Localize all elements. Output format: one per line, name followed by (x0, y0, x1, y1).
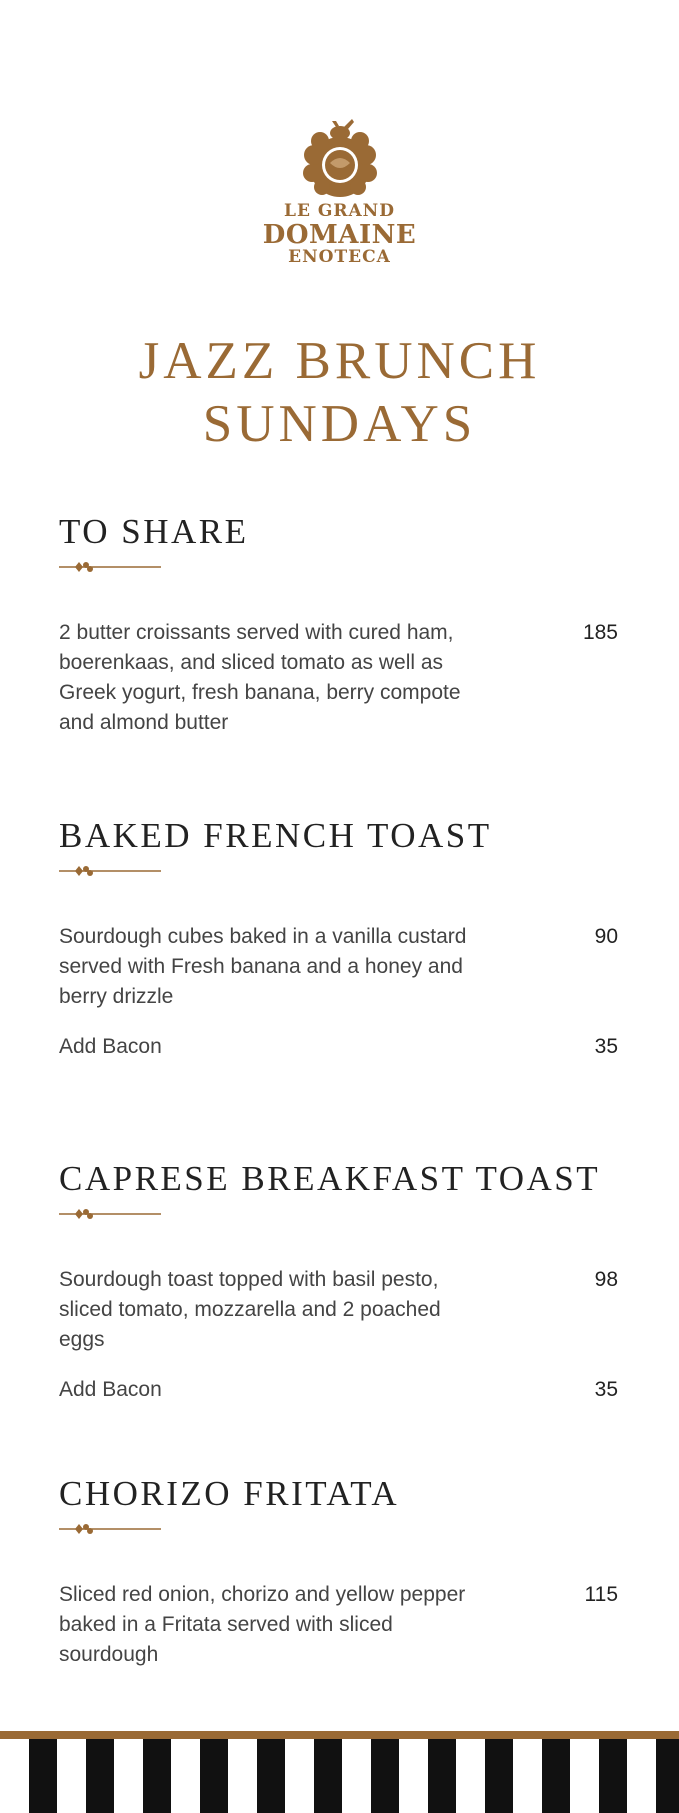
page-title (0, 330, 679, 456)
section-caprese-breakfast-toast (59, 1161, 620, 1405)
section-baked-french-toast (59, 818, 620, 1062)
item-description: Sourdough toast topped with basil pesto, sliced tomato, mozzarella and 2 poached eggs (59, 1268, 441, 1351)
item-description: Add Bacon (59, 1378, 162, 1401)
leaf-divider-icon (59, 1522, 161, 1536)
item-description: Add Bacon (59, 1035, 162, 1058)
section-title: CAPRESE BREAKFAST TOAST (59, 1159, 601, 1198)
menu-item-addon (59, 1032, 620, 1062)
item-price: 35 (594, 1035, 618, 1058)
menu-item (59, 1265, 620, 1355)
leaf-divider-icon (59, 560, 161, 574)
item-price: 35 (594, 1378, 618, 1401)
logo-line-3: ENOTECA (288, 247, 391, 267)
accent-band (0, 1731, 679, 1739)
menu-item (59, 618, 620, 738)
menu-item-addon (59, 1375, 620, 1405)
section-to-share (59, 514, 620, 738)
leaf-divider-icon (59, 1207, 161, 1221)
menu-item (59, 922, 620, 1012)
stripe-bars (0, 1739, 679, 1813)
section-chorizo-fritata (59, 1476, 620, 1670)
title-line-2: SUNDAYS (202, 395, 477, 453)
item-price: 185 (582, 621, 618, 644)
item-description: 2 butter croissants served with cured ham, boerenkaas, and sliced tomato as well as Greek yogurt, fresh banana, berry compote and almond butter (59, 621, 461, 734)
item-description: Sliced red onion, chorizo and yellow pepper baked in a Fritata served with sliced sourdough (59, 1583, 466, 1666)
leaf-divider-icon (59, 864, 161, 878)
title-line-1: JAZZ BRUNCH (138, 332, 541, 390)
item-price: 98 (594, 1268, 618, 1291)
section-title: BAKED FRENCH TOAST (59, 816, 492, 855)
menu-item (59, 1580, 620, 1670)
item-price: 115 (584, 1583, 618, 1606)
logo (0, 115, 679, 266)
item-price: 90 (594, 925, 618, 948)
section-title: CHORIZO FRITATA (59, 1474, 400, 1513)
section-title: TO SHARE (59, 512, 249, 551)
item-description: Sourdough cubes baked in a vanilla custard served with Fresh banana and a honey and berry drizzle (59, 925, 467, 1008)
domaine-emblem-icon (292, 115, 388, 201)
logo-line-2: DOMAINE (262, 220, 417, 250)
striped-border (0, 1731, 679, 1813)
logo-line-1: LE GRAND (284, 201, 395, 221)
